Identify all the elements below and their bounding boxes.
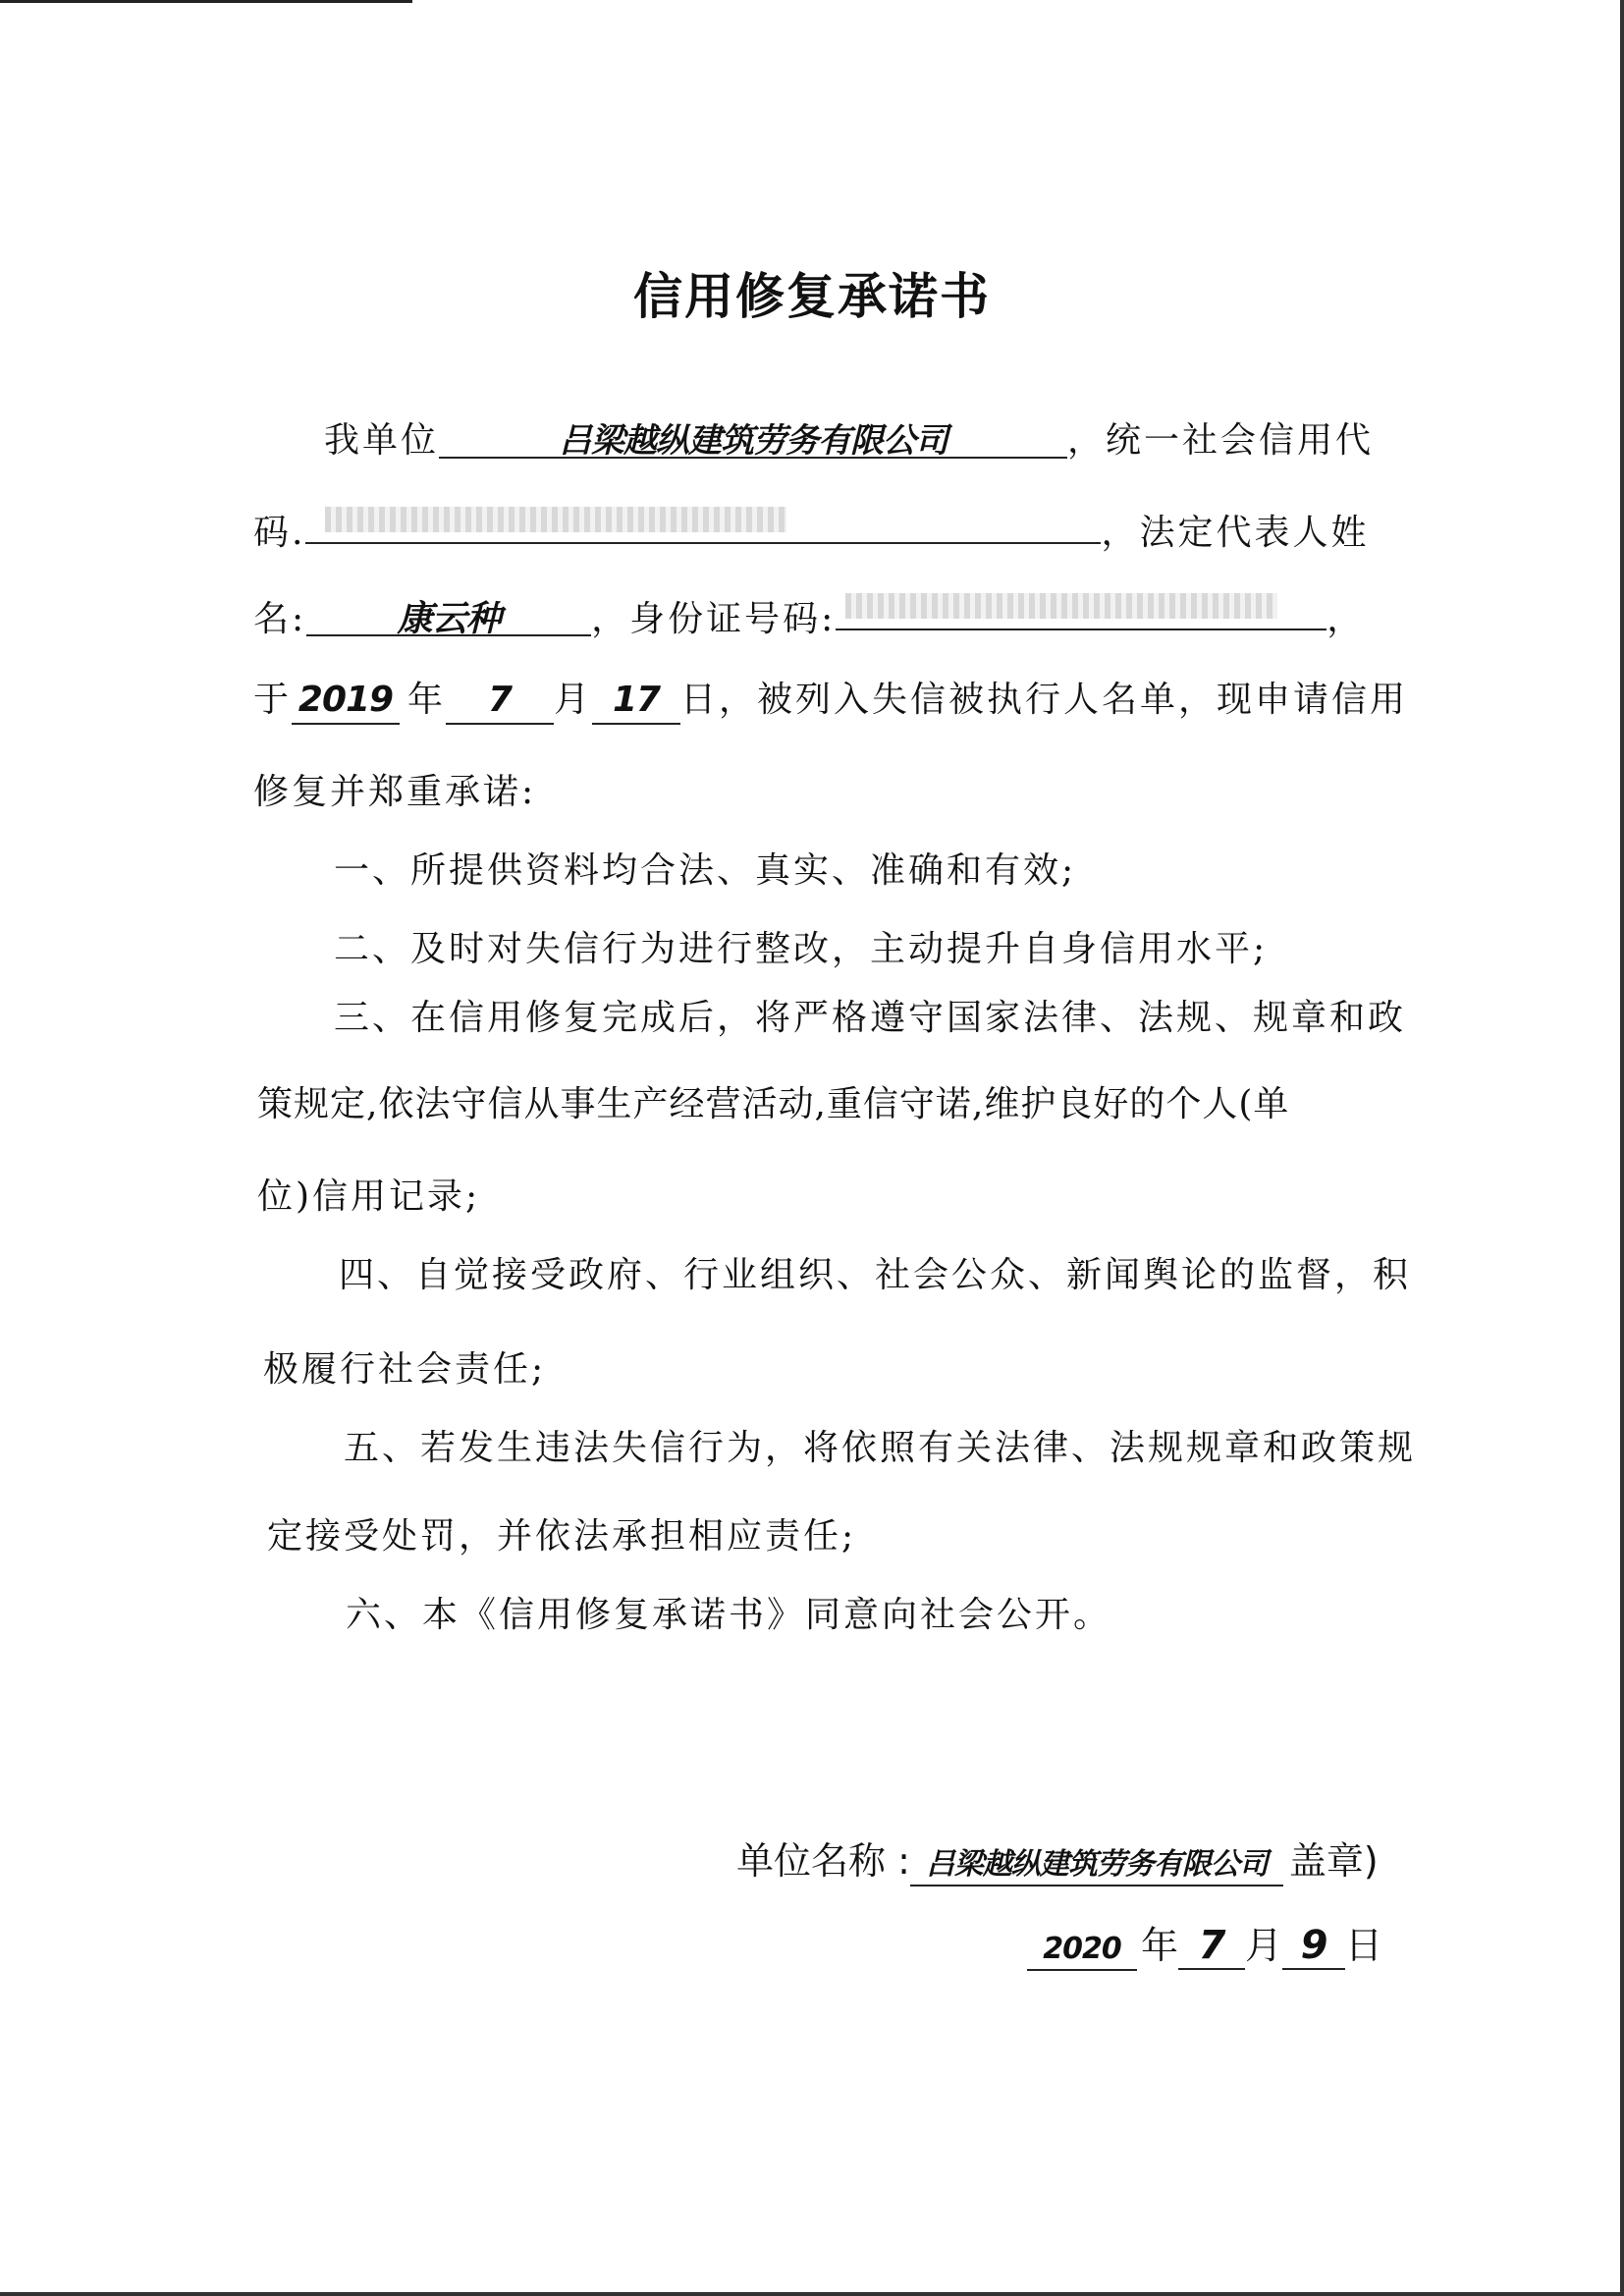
unit-name-field — [439, 413, 1067, 459]
signature-unit-handwritten: 吕梁越纵建筑劳务有限公司 — [925, 1847, 1268, 1882]
intro-line-2 — [253, 499, 1369, 555]
promise-4-line-2: 极履行社会责任; — [263, 1349, 547, 1390]
listed-month-field — [446, 680, 554, 725]
intro-line-5: 修复并郑重承诺: — [253, 772, 537, 812]
redacted-credit-code — [325, 507, 786, 532]
id-number-field — [836, 585, 1326, 630]
promise-3-line-1: 三、在信用修复完成后，将严格遵守国家法律、法规、规章和政 — [334, 998, 1407, 1038]
label-legal-rep: ，法定代表人姓 — [1101, 513, 1370, 553]
sign-year-field — [1027, 1924, 1137, 1971]
label-id: ，身份证号码: — [591, 599, 837, 639]
label-name: 名: — [253, 599, 307, 639]
label-signature-unit: 单位名称 : — [736, 1839, 910, 1883]
label-credit-code: ，统一社会信用代 — [1067, 420, 1375, 461]
redacted-id-number — [845, 593, 1277, 619]
signature-date-line — [1027, 1915, 1382, 1971]
intro-line-4 — [253, 672, 1408, 725]
legal-rep-name-field — [306, 591, 591, 639]
label-stamp: 盖章) — [1288, 1839, 1379, 1883]
promise-4-line-1: 四、自觉接受政府、行业组织、社会公众、新闻舆论的监督，积 — [339, 1255, 1412, 1295]
label-credit-code-2: 码. — [253, 513, 306, 553]
intro-line-1 — [324, 412, 1374, 463]
label-sign-day: 日 — [1345, 1924, 1383, 1967]
listed-month-handwritten: 7 — [488, 680, 513, 720]
promise-5-line-2: 定接受处罚，并依法承担相应责任; — [267, 1516, 857, 1557]
sign-month-field — [1178, 1923, 1245, 1970]
label-year: 年 — [407, 680, 447, 720]
listed-day-handwritten: 17 — [612, 680, 661, 720]
scan-edge-bottom — [0, 2292, 1624, 2296]
document-title: 信用修复承诺书 — [633, 268, 991, 325]
label-unit-prefix: 我单位 — [324, 420, 440, 461]
label-sign-month: 月 — [1245, 1924, 1283, 1967]
label-date-prefix: 于 — [253, 680, 293, 720]
label-month: 月 — [554, 680, 593, 720]
sign-day-handwritten: 9 — [1300, 1923, 1327, 1968]
listed-year-handwritten: 2019 — [298, 680, 394, 720]
listed-day-field — [592, 680, 680, 725]
promise-3-line-2: 策规定,依法守信从事生产经营活动,重信守诺,维护良好的个人(单 — [257, 1084, 1290, 1124]
promise-1: 一、所提供资料均合法、真实、准确和有效; — [334, 850, 1077, 891]
credit-code-field — [305, 499, 1101, 544]
label-sign-year: 年 — [1141, 1924, 1179, 1967]
promise-2: 二、及时对失信行为进行整改，主动提升自身信用水平; — [334, 929, 1269, 969]
scan-edge-top — [0, 0, 412, 3]
listed-sentence: 日，被列入失信被执行人名单，现申请信用 — [680, 680, 1409, 720]
sign-year-handwritten: 2020 — [1043, 1932, 1121, 1966]
id-end-mark: ， — [1326, 599, 1366, 639]
promise-6: 六、本《信用修复承诺书》同意向社会公开。 — [346, 1595, 1112, 1635]
listed-year-field — [292, 680, 400, 725]
signature-unit-field — [910, 1839, 1283, 1886]
intro-line-3 — [253, 585, 1365, 641]
scan-edge-right — [1620, 0, 1624, 2296]
legal-rep-name-handwritten: 康云种 — [397, 599, 501, 639]
promise-5-line-1: 五、若发生违法失信行为，将依照有关法律、法规规章和政策规 — [344, 1428, 1417, 1468]
unit-name-handwritten: 吕梁越纵建筑劳务有限公司 — [559, 421, 948, 461]
promise-3-line-3: 位)信用记录; — [257, 1176, 481, 1217]
sign-month-handwritten: 7 — [1198, 1923, 1225, 1968]
sign-day-field — [1282, 1923, 1345, 1970]
signature-unit-line — [736, 1831, 1379, 1886]
